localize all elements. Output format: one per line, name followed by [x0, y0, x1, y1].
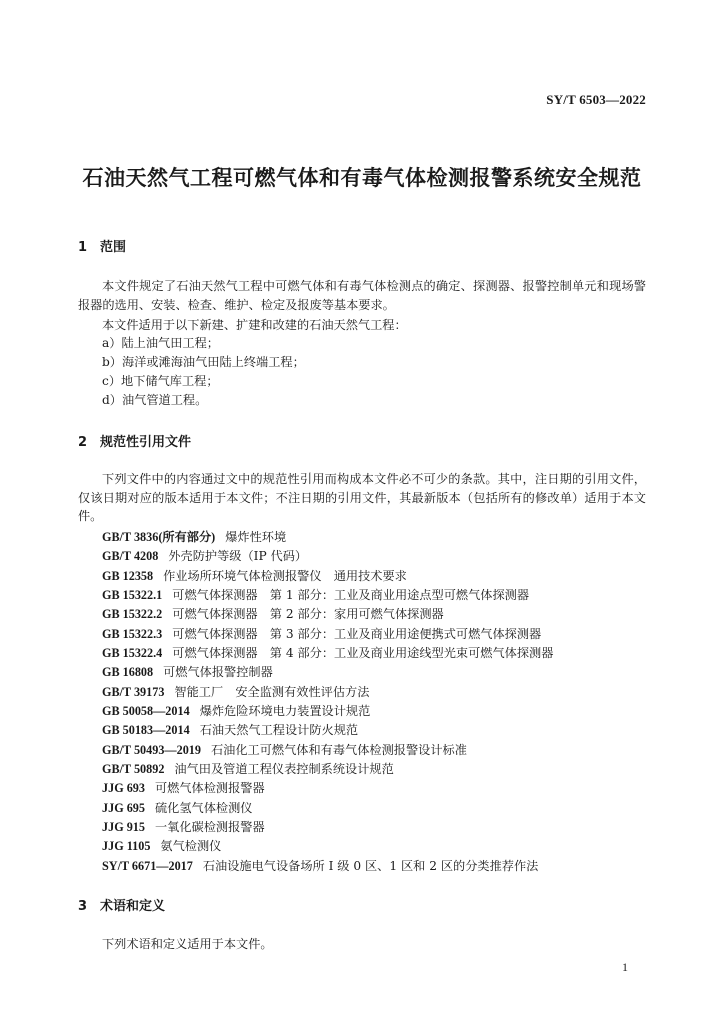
standard-code: SY/T 6503—2022 [546, 92, 646, 107]
section-number: 2 [78, 435, 88, 450]
reference-item [102, 586, 529, 604]
reference-title: 石油设施电气设备场所 I 级 0 区、1 区和 2 区的分类推荐作法 [202, 859, 539, 873]
reference-code: GB 16808 [102, 665, 154, 679]
reference-item [102, 625, 541, 643]
reference-code: JJG 1105 [102, 839, 151, 853]
reference-title: 可燃气体探测器 第 4 部分：工业及商业用途线型光束可燃气体探测器 [172, 646, 554, 660]
reference-title: 可燃气体探测器 第 1 部分：工业及商业用途点型可燃气体探测器 [172, 588, 530, 602]
reference-code: GB/T 50493—2019 [102, 743, 201, 757]
reference-title: 石油天然气工程设计防火规范 [199, 723, 359, 737]
reference-title: 爆炸危险环境电力装置设计规范 [199, 704, 371, 718]
section-3-intro: 下列术语和定义适用于本文件。 [102, 937, 273, 951]
reference-code: GB/T 4208 [102, 549, 159, 563]
reference-title: 可燃气体探测器 第 3 部分：工业及商业用途便携式可燃气体探测器 [172, 627, 542, 641]
reference-item [102, 760, 394, 778]
reference-title: 可燃气体检测报警器 [155, 781, 265, 795]
reference-item [102, 721, 358, 739]
reference-title: 爆炸性环境 [225, 530, 287, 544]
reference-code: JJG 695 [102, 801, 145, 815]
reference-item [102, 528, 286, 546]
section-title: 术语和定义 [100, 899, 166, 914]
page-number: 1 [622, 960, 628, 974]
reference-code: JJG 693 [102, 781, 145, 795]
document-title: 石油天然气工程可燃气体和有毒气体检测报警系统安全规范 [82, 166, 642, 190]
reference-code: JJG 915 [102, 820, 145, 834]
section-1-paragraph-1: 本文件规定了石油天然气工程中可燃气体和有毒气体检测点的确定、探测器、报警控制单元和现场警报器的选用、安装、检查、维护、检定及报废等基本要求。 [78, 279, 646, 312]
reference-code: GB 15322.4 [102, 646, 163, 660]
reference-title: 可燃气体报警控制器 [163, 665, 273, 679]
reference-item [102, 818, 265, 836]
reference-item [102, 567, 407, 585]
list-item: d）油气管道工程。 [102, 393, 208, 407]
section-1-paragraph-2: 本文件适用于以下新建、扩建和改建的石油天然气工程： [102, 318, 407, 332]
reference-item [102, 857, 538, 875]
reference-title: 一氧化碳检测报警器 [155, 820, 265, 834]
section-2-heading [78, 431, 191, 450]
reference-code: GB 50183—2014 [102, 723, 190, 737]
reference-code: GB/T 50892 [102, 762, 165, 776]
reference-item [102, 683, 369, 701]
reference-item [102, 644, 553, 662]
section-number: 1 [78, 240, 88, 255]
reference-code: GB 50058—2014 [102, 704, 190, 718]
reference-title: 石油化工可燃气体和有毒气体检测报警设计标准 [210, 743, 467, 757]
section-title: 规范性引用文件 [100, 435, 192, 450]
reference-title: 油气田及管道工程仪表控制系统设计规范 [174, 762, 394, 776]
reference-code: GB 15322.3 [102, 627, 163, 641]
reference-item [102, 837, 221, 855]
section-number: 3 [78, 899, 88, 914]
section-title: 范围 [100, 240, 127, 255]
reference-code: GB/T 39173 [102, 685, 165, 699]
reference-code: SY/T 6671—2017 [102, 859, 193, 873]
reference-item [102, 605, 444, 623]
reference-title: 氨气检测仪 [160, 839, 222, 853]
reference-item [102, 799, 253, 817]
reference-item [102, 741, 467, 759]
reference-item [102, 702, 370, 720]
reference-code: GB 15322.2 [102, 607, 163, 621]
reference-item [102, 547, 307, 565]
reference-title: 外壳防护等级（IP 代码） [168, 549, 308, 563]
reference-item [102, 663, 273, 681]
reference-title: 可燃气体探测器 第 2 部分：家用可燃气体探测器 [172, 607, 444, 621]
reference-code: GB 15322.1 [102, 588, 163, 602]
list-item: c）地下储气库工程； [102, 374, 219, 388]
reference-title: 智能工厂 安全监测有效性评估方法 [174, 685, 370, 699]
reference-code: GB 12358 [102, 569, 154, 583]
reference-code: GB/T 3836(所有部分) [102, 530, 216, 544]
reference-title: 硫化氢气体检测仪 [155, 801, 253, 815]
section-3-heading [78, 895, 165, 914]
list-item: a）陆上油气田工程； [102, 336, 219, 350]
reference-title: 作业场所环境气体检测报警仪 通用技术要求 [163, 569, 407, 583]
section-1-heading [78, 236, 126, 255]
section-2-intro: 下列文件中的内容通过文中的规范性引用而构成本文件必不可少的条款。其中，注日期的引用文件，仅该日期对应的版本适用于本文件；不注日期的引用文件，其最新版本（包括所有的修改单）适用于本文件。 [78, 472, 646, 523]
list-item: b）海洋或滩海油气田陆上终端工程； [102, 355, 305, 369]
reference-item [102, 779, 265, 797]
